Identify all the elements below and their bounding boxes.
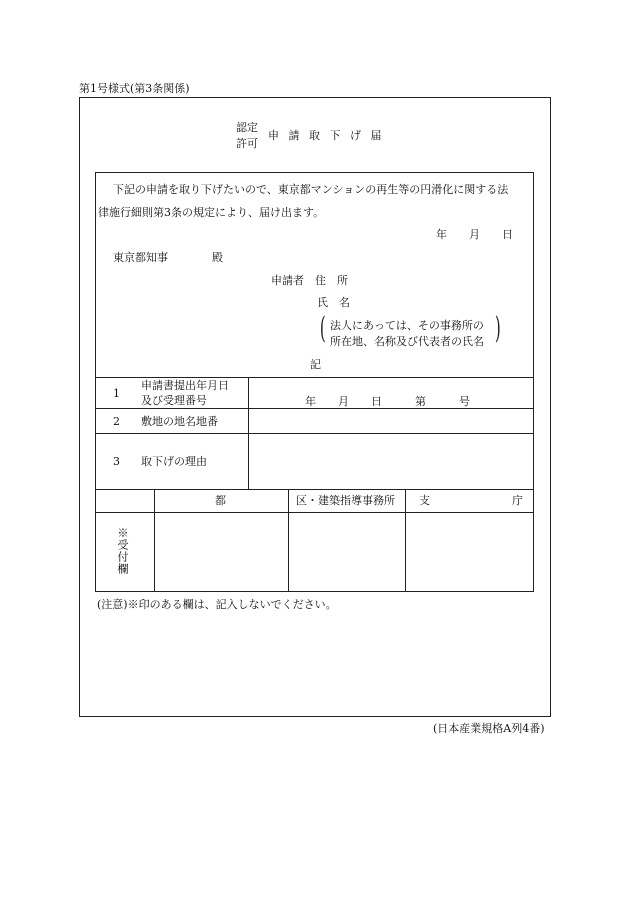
right-brace: ) xyxy=(494,311,501,346)
row-2-label: 敷地の地名地番 xyxy=(141,415,218,428)
table-top-line xyxy=(95,377,534,378)
reception-col-ku: 区・建築指導事務所 xyxy=(296,494,395,507)
ki-label: 記 xyxy=(310,358,321,371)
corp-note-1: 法人にあっては、その事務所の xyxy=(330,319,484,332)
reception-header-line xyxy=(95,512,534,513)
row-divider-1 xyxy=(95,408,534,409)
row-3-label: 取下げの理由 xyxy=(141,455,207,468)
row-divider-3 xyxy=(95,489,534,490)
title-prefix-bottom: 許可 xyxy=(236,137,258,150)
applicant-name-label: 氏 名 xyxy=(317,296,350,309)
row-divider-2 xyxy=(95,433,534,434)
form-title: 申 請 取 下 げ 届 xyxy=(268,129,382,142)
row-2-number: 2 xyxy=(113,415,120,428)
body-line-1: 下記の申請を取り下げたいので、東京都マンションの再生等の円滑化に関する法 xyxy=(113,183,509,196)
applicant-address-label: 申請者 住 所 xyxy=(271,274,348,287)
row-1-value: 年 月 日 第 号 xyxy=(305,395,470,408)
reception-col-divider-3 xyxy=(405,489,406,592)
date-line: 年 月 日 xyxy=(436,228,513,241)
row-1-label-2: 及び受理番号 xyxy=(141,394,207,407)
body-line-2: 律施行細則第3条の規定により、届け出ます。 xyxy=(98,206,325,219)
note-text: (注意)※印のある欄は、記入しないでください。 xyxy=(97,598,337,611)
addressee: 東京都知事 殿 xyxy=(113,251,223,264)
reception-col-shi: 支 xyxy=(419,494,430,507)
left-brace: ( xyxy=(319,311,326,346)
reception-col-divider-1 xyxy=(154,489,155,592)
row-1-number: 1 xyxy=(113,387,120,400)
reception-col-divider-2 xyxy=(288,489,289,592)
reception-side-label: ※受付欄 xyxy=(116,527,129,575)
title-prefix-top: 認定 xyxy=(236,121,258,134)
row-1-label-1: 申請書提出年月日 xyxy=(141,379,229,392)
label-value-divider xyxy=(248,377,249,489)
corp-note-2: 所在地、名称及び代表者の氏名 xyxy=(330,335,484,348)
paper-size: (日本産業規格A列4番) xyxy=(433,722,545,735)
reception-col-to: 都 xyxy=(215,494,226,507)
row-3-number: 3 xyxy=(113,455,120,468)
form-number: 第1号様式(第3条関係) xyxy=(79,82,190,95)
reception-col-cho: 庁 xyxy=(512,494,523,507)
